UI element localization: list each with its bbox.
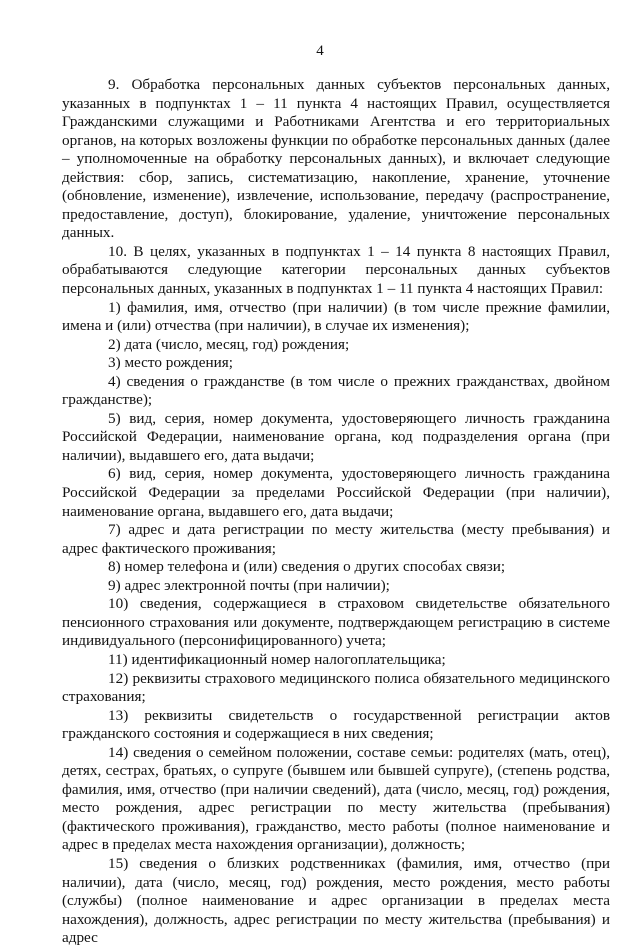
list-item-15: 15) сведения о близких родственниках (фамилия, имя, отчество (при наличии), дата (число, месяц, год) рождения, место рождения, место работы (службы) (полное наименование и адрес организации в пределах места нахождения), должность, адрес регистрации по месту жительства (пребывания) и адрес	[62, 854, 610, 947]
paragraph-9: 9. Обработка персональных данных субъектов персональных данных, указанных в подпунктах 1 – 11 пункта 4 настоящих Правил, осуществляется Гражданскими служащими и Работниками Агентства и его территориальных органов, на которых возложены функции по обработке персональных данных (далее – уполномоченные на обработку персональных данных), и включает следующие действия: сбор, запись, систематизацию, накопление, хранение, уточнение (обновление, изменение), извлечение, использование, передачу (распространение, предоставление, доступ), блокирование, удаление, уничтожение персональных данных.	[62, 76, 610, 242]
list-item-8: 8) номер телефона и (или) сведения о других способах связи;	[108, 558, 506, 576]
list-item-12: 12) реквизиты страхового медицинского полиса обязательного медицинского страхования;	[62, 669, 610, 706]
list-item-9: 9) адрес электронной почты (при наличии);	[108, 576, 390, 594]
page-number: 4	[316, 43, 324, 59]
list-item-6: 6) вид, серия, номер документа, удостоверяющего личность гражданина Российской Федерации за пределами Российской Федерации (при наличии), наименование органа, выдавшего его, дата выдачи;	[62, 465, 610, 520]
list-item-4: 4) сведения о гражданстве (в том числе о прежних гражданствах, двойном гражданстве);	[62, 372, 610, 409]
list-item-14: 14) сведения о семейном положении, составе семьи: родителях (мать, отец), детях, сестрах, братьях, о супруге (бывшем или бывшей супруге), (степень родства, фамилия, имя, отчество (при наличии сведений), дата (число, месяц, год) рождения, место рождения, адрес регистрации по месту жительства (пребывания) (фактического проживания), гражданство, место работы (полное наименование и адрес в пределах места нахождения организации), должность;	[62, 743, 610, 854]
list-item-3: 3) место рождения;	[108, 354, 233, 372]
list-item-2: 2) дата (число, месяц, год) рождения;	[108, 335, 350, 353]
paragraph-10: 10. В целях, указанных в подпунктах 1 – 14 пункта 8 настоящих Правил, обрабатываются следующие категории персональных данных субъектов персональных данных, указанных в подпунктах 1 – 11 пункта 4 настоящих Правил:	[62, 242, 610, 298]
list-item-13: 13) реквизиты свидетельств о государственной регистрации актов гражданского состояния и содержащиеся в них сведения;	[62, 706, 610, 743]
document-text	[62, 76, 610, 948]
list-item-5: 5) вид, серия, номер документа, удостоверяющего личность гражданина Российской Федерации, наименование органа, код подразделения органа (при наличии), выдавшего его, дата выдачи;	[62, 409, 610, 464]
list-item-11: 11) идентификационный номер налогоплательщика;	[108, 650, 446, 668]
list-item-7: 7) адрес и дата регистрации по месту жительства (месту пребывания) и адрес фактического проживания;	[62, 521, 610, 557]
list-item-10: 10) сведения, содержащиеся в страховом свидетельстве обязательного пенсионного страхования или документе, подтверждающем регистрацию в системе индивидуального (персонифицированного) учета;	[62, 595, 610, 650]
list-item-1: 1) фамилия, имя, отчество (при наличии) (в том числе прежние фамилии, имена и (или) отчества (при наличии), в случае их изменения);	[62, 298, 610, 335]
